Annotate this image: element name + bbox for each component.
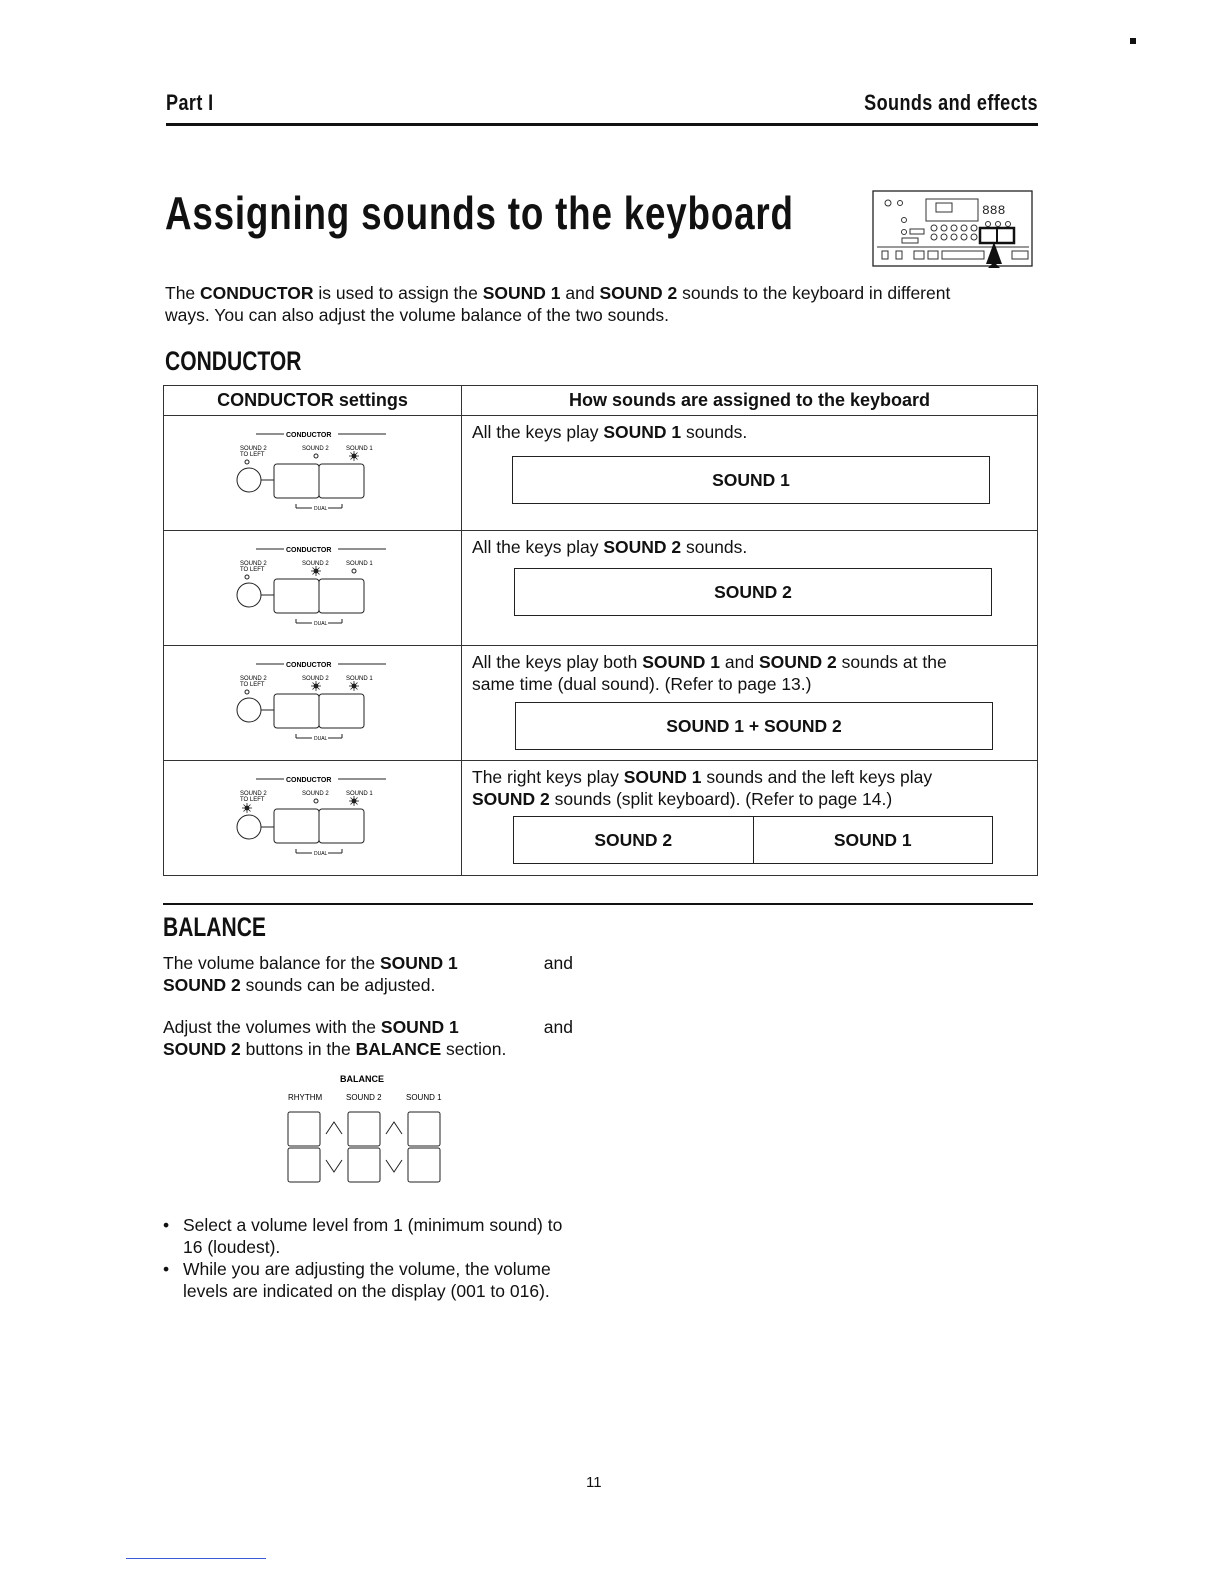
sound2-button[interactable]	[274, 579, 319, 613]
balance-label-sound1: SOUND 1	[406, 1093, 442, 1102]
sound2-to-left-button[interactable]	[237, 583, 261, 607]
assignment-cell	[462, 646, 1038, 761]
sound1-button[interactable]	[319, 464, 364, 498]
led-off-icon	[314, 454, 318, 458]
balance-heading: BALANCE	[163, 912, 266, 942]
keyboard-assignment-box: SOUND 1 + SOUND 2	[515, 702, 993, 750]
sound2-up-button[interactable]	[348, 1112, 380, 1146]
balance-panel-diagram	[280, 1070, 455, 1190]
sound1-down-button[interactable]	[408, 1148, 440, 1182]
assignment-cell	[462, 416, 1038, 531]
diagram-label-dual: DUAL	[314, 621, 328, 627]
header-section: Sounds and effects	[864, 90, 1038, 115]
col-header-assignment: How sounds are assigned to the keyboard	[462, 386, 1038, 416]
diagram-label-to-left: TO LEFT	[240, 567, 265, 573]
led-lit-icon	[242, 803, 252, 813]
diagram-label-sound1: SOUND 1	[346, 676, 373, 682]
led-lit-icon	[349, 796, 359, 806]
keyboard-panel-icon	[872, 190, 1034, 268]
row-description: All the keys play SOUND 1 sounds.	[472, 422, 748, 442]
section-divider	[163, 903, 1033, 905]
balance-label-sound2: SOUND 2	[346, 1093, 382, 1102]
sound2-button[interactable]	[274, 694, 319, 728]
diagram-label-dual: DUAL	[314, 506, 328, 512]
diagram-label-sound2-to-left: SOUND 2	[240, 791, 267, 797]
sound2-to-left-button[interactable]	[237, 698, 261, 722]
keyboard-assignment-box: SOUND 2	[514, 568, 992, 616]
settings-cell	[164, 761, 462, 876]
keyboard-assignment-box: SOUND 1	[512, 456, 990, 504]
volume-up-arrow-icon	[326, 1122, 342, 1134]
header-part: Part I	[166, 90, 214, 115]
diagram-label-sound2: SOUND 2	[302, 561, 329, 567]
list-item: • Select a volume level from 1 (minimum sound) to 16 (loudest).	[163, 1214, 573, 1258]
diagram-label-sound2-to-left: SOUND 2	[240, 446, 267, 452]
diagram-label-to-left: TO LEFT	[240, 682, 265, 688]
rhythm-down-button[interactable]	[288, 1148, 320, 1182]
header-rule	[166, 123, 1038, 126]
sound2-to-left-button[interactable]	[237, 468, 261, 492]
balance-paragraph-1: The volume balance for the SOUND 1 and SOUND 2 sounds can be adjusted.	[163, 953, 573, 995]
settings-cell	[164, 416, 462, 531]
diagram-label-conductor: CONDUCTOR	[286, 777, 332, 784]
table-row	[164, 646, 1038, 761]
row-description: All the keys play both SOUND 1 and SOUND 2 sounds at the same time (dual sound). (Refer to page 13.)	[472, 652, 947, 694]
sound2-button[interactable]	[274, 464, 319, 498]
col-header-settings: CONDUCTOR settings	[164, 386, 462, 416]
settings-cell	[164, 531, 462, 646]
sound2-down-button[interactable]	[348, 1148, 380, 1182]
led-off-icon	[245, 690, 249, 694]
rhythm-up-button[interactable]	[288, 1112, 320, 1146]
sound2-to-left-button[interactable]	[237, 815, 261, 839]
split-right-sound: SOUND 1	[753, 817, 993, 863]
diagram-label-sound1: SOUND 1	[346, 446, 373, 452]
conductor-panel-diagram	[236, 426, 396, 518]
svg-text:888: 888	[982, 203, 1006, 218]
diagram-label-to-left: TO LEFT	[240, 452, 265, 458]
led-lit-icon	[349, 681, 359, 691]
diagram-label-conductor: CONDUCTOR	[286, 432, 332, 439]
settings-cell	[164, 646, 462, 761]
page-title: Assigning sounds to the keyboard	[165, 187, 794, 239]
balance-label-rhythm: RHYTHM	[288, 1093, 323, 1102]
assignment-cell	[462, 531, 1038, 646]
conductor-panel-diagram	[236, 541, 396, 633]
sound1-button[interactable]	[319, 579, 364, 613]
led-lit-icon	[311, 566, 321, 576]
led-off-icon	[314, 799, 318, 803]
led-lit-icon	[311, 681, 321, 691]
split-keyboard-box	[513, 816, 993, 864]
conductor-panel-diagram	[236, 656, 396, 748]
table-row	[164, 416, 1038, 531]
diagram-label-sound2: SOUND 2	[302, 446, 329, 452]
sound1-up-button[interactable]	[408, 1112, 440, 1146]
volume-down-arrow-icon	[326, 1160, 342, 1172]
sound1-button[interactable]	[319, 809, 364, 843]
diagram-label-conductor: CONDUCTOR	[286, 547, 332, 554]
diagram-label-sound2-to-left: SOUND 2	[240, 561, 267, 567]
diagram-label-to-left: TO LEFT	[240, 797, 265, 803]
sound2-button[interactable]	[274, 809, 319, 843]
footer-rule	[126, 1558, 266, 1559]
intro-paragraph: The CONDUCTOR is used to assign the SOUND 1 and SOUND 2 sounds to the keyboard in different ways. You can also adjust the volume balance of the two sounds.	[165, 283, 951, 325]
balance-bullets	[163, 1214, 573, 1302]
balance-panel-title: BALANCE	[340, 1074, 384, 1084]
diagram-label-sound1: SOUND 1	[346, 791, 373, 797]
led-off-icon	[352, 569, 356, 573]
assignment-cell	[462, 761, 1038, 876]
corner-mark	[1130, 38, 1136, 44]
led-off-icon	[245, 575, 249, 579]
table-row	[164, 531, 1038, 646]
table-header-row	[164, 386, 1038, 416]
diagram-label-sound2: SOUND 2	[302, 676, 329, 682]
diagram-label-dual: DUAL	[314, 736, 328, 742]
row-description: All the keys play SOUND 2 sounds.	[472, 537, 748, 557]
diagram-label-dual: DUAL	[314, 851, 328, 857]
sound1-button[interactable]	[319, 694, 364, 728]
diagram-label-sound2-to-left: SOUND 2	[240, 676, 267, 682]
diagram-label-conductor: CONDUCTOR	[286, 662, 332, 669]
conductor-heading: CONDUCTOR	[165, 346, 302, 376]
table-row	[164, 761, 1038, 876]
balance-paragraph-2: Adjust the volumes with the SOUND 1 and SOUND 2 buttons in the BALANCE section.	[163, 1017, 573, 1059]
row-description: The right keys play SOUND 1 sounds and the left keys play SOUND 2 sounds (split keyboard). (Refer to page 14.)	[472, 767, 933, 809]
split-left-sound: SOUND 2	[594, 830, 673, 850]
led-off-icon	[245, 460, 249, 464]
conductor-table	[163, 385, 1038, 876]
list-item: • While you are adjusting the volume, the volume levels are indicated on the display (001 to 016).	[163, 1258, 573, 1302]
led-lit-icon	[349, 451, 359, 461]
diagram-label-sound2: SOUND 2	[302, 791, 329, 797]
conductor-panel-diagram	[236, 771, 396, 863]
diagram-label-sound1: SOUND 1	[346, 561, 373, 567]
volume-down-arrow-icon	[386, 1160, 402, 1172]
volume-up-arrow-icon	[386, 1122, 402, 1134]
page-number: 11	[586, 1474, 602, 1491]
